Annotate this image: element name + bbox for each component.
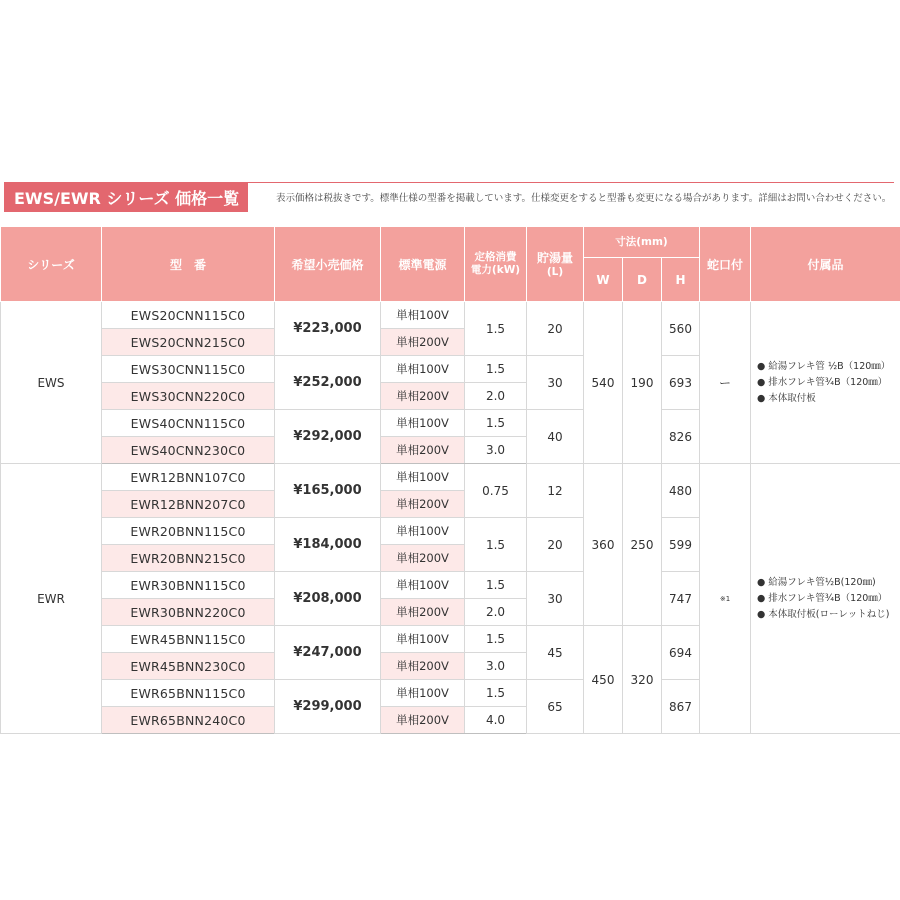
w-cell: 450: [584, 626, 623, 734]
kw-cell: 0.75: [465, 464, 527, 518]
w-cell: 360: [584, 464, 623, 626]
series-ews: EWS: [1, 302, 102, 464]
h-cell: 480: [662, 464, 700, 518]
h-cell: 560: [662, 302, 700, 356]
capacity-cell: 40: [527, 410, 584, 464]
price-cell: ¥299,000: [275, 680, 381, 734]
model-cell: EWR20BNN115C0: [102, 518, 275, 545]
table-row: [1, 464, 900, 491]
kw-cell: 1.5: [465, 680, 527, 707]
accessory-item: ● 本体取付板: [757, 392, 816, 404]
header-rated-power-line1: 定格消費: [474, 251, 517, 263]
accessory-item: ● 給湯フレキ管 ½B（120㎜）: [757, 360, 891, 372]
d-cell: 250: [623, 464, 662, 626]
model-cell: EWS30CNN115C0: [102, 356, 275, 383]
kw-cell: 1.5: [465, 410, 527, 437]
model-cell: EWR20BNN215C0: [102, 545, 275, 572]
accessories-ewr: [751, 464, 900, 734]
capacity-cell: 30: [527, 356, 584, 410]
header-series: シリーズ: [1, 227, 102, 302]
accessory-item: ● 給湯フレキ管½B(120㎜): [757, 576, 876, 588]
model-cell: EWR30BNN115C0: [102, 572, 275, 599]
power-cell: 単相200V: [381, 437, 465, 464]
kw-cell: 1.5: [465, 302, 527, 356]
kw-cell: 2.0: [465, 383, 527, 410]
header-h: H: [662, 258, 700, 302]
header-model: 型 番: [102, 227, 275, 302]
header-power-source: 標準電源: [381, 227, 465, 302]
power-cell: 単相100V: [381, 410, 465, 437]
power-cell: 単相100V: [381, 464, 465, 491]
series-ewr: EWR: [1, 464, 102, 734]
model-cell: EWS40CNN115C0: [102, 410, 275, 437]
header-d: D: [623, 258, 662, 302]
price-cell: ¥184,000: [275, 518, 381, 572]
kw-cell: 1.5: [465, 626, 527, 653]
accessory-item: ● 排水フレキ管¾B（120㎜）: [757, 376, 888, 388]
model-cell: EWR45BNN115C0: [102, 626, 275, 653]
kw-cell: 3.0: [465, 437, 527, 464]
kw-cell: 3.0: [465, 653, 527, 680]
price-cell: ¥165,000: [275, 464, 381, 518]
header-rated-power: [465, 227, 527, 302]
power-cell: 単相200V: [381, 545, 465, 572]
model-cell: EWS30CNN220C0: [102, 383, 275, 410]
price-table: [0, 226, 900, 734]
page-title: [4, 182, 248, 212]
capacity-cell: 30: [527, 572, 584, 626]
capacity-cell: 65: [527, 680, 584, 734]
header-accessories: 付属品: [751, 227, 900, 302]
kw-cell: 2.0: [465, 599, 527, 626]
power-cell: 単相100V: [381, 626, 465, 653]
header-rated-power-line2: 電力(kW): [470, 264, 521, 276]
header-price: 希望小売価格: [275, 227, 381, 302]
h-cell: 747: [662, 572, 700, 626]
accessory-item: ● 本体取付板(ローレットねじ): [757, 608, 890, 620]
header-faucet: 蛇口付: [700, 227, 751, 302]
model-cell: EWR45BNN230C0: [102, 653, 275, 680]
header-capacity: [527, 227, 584, 302]
accessories-ews: [751, 302, 900, 464]
model-cell: EWR30BNN220C0: [102, 599, 275, 626]
header-dimensions: 寸法(mm): [584, 227, 700, 258]
h-cell: 867: [662, 680, 700, 734]
power-cell: 単相100V: [381, 572, 465, 599]
model-cell: EWR12BNN207C0: [102, 491, 275, 518]
faucet-note: ※1: [700, 464, 751, 734]
power-cell: 単相200V: [381, 491, 465, 518]
power-cell: 単相200V: [381, 329, 465, 356]
header-w: W: [584, 258, 623, 302]
header-capacity-line2: (L): [546, 266, 564, 278]
power-cell: 単相200V: [381, 707, 465, 734]
model-cell: EWR65BNN240C0: [102, 707, 275, 734]
capacity-cell: 20: [527, 302, 584, 356]
capacity-cell: 12: [527, 464, 584, 518]
d-cell: 190: [623, 302, 662, 464]
w-cell: 540: [584, 302, 623, 464]
d-cell: 320: [623, 626, 662, 734]
kw-cell: 1.5: [465, 572, 527, 599]
page-title-text: EWS/EWR シリーズ 価格一覧: [14, 188, 240, 208]
price-cell: ¥292,000: [275, 410, 381, 464]
kw-cell: 4.0: [465, 707, 527, 734]
model-cell: EWS20CNN115C0: [102, 302, 275, 329]
title-divider: [248, 182, 894, 183]
price-notice: 表示価格は税抜きです。標準仕様の型番を掲載しています。仕様変更をすると型番も変更になる場合があります。詳細はお問い合わせください。: [276, 193, 892, 204]
capacity-cell: 45: [527, 626, 584, 680]
h-cell: 694: [662, 626, 700, 680]
accessory-item: ● 排水フレキ管¾B（120㎜）: [757, 592, 888, 604]
h-cell: 693: [662, 356, 700, 410]
price-cell: ¥208,000: [275, 572, 381, 626]
header-capacity-line1: 貯湯量: [536, 251, 573, 265]
model-cell: EWS40CNN230C0: [102, 437, 275, 464]
power-cell: 単相100V: [381, 302, 465, 329]
power-cell: 単相100V: [381, 680, 465, 707]
kw-cell: 1.5: [465, 518, 527, 572]
power-cell: 単相100V: [381, 356, 465, 383]
power-cell: 単相200V: [381, 599, 465, 626]
model-cell: EWS20CNN215C0: [102, 329, 275, 356]
price-cell: ¥252,000: [275, 356, 381, 410]
capacity-cell: 20: [527, 518, 584, 572]
power-cell: 単相200V: [381, 383, 465, 410]
h-cell: 826: [662, 410, 700, 464]
power-cell: 単相200V: [381, 653, 465, 680]
price-cell: ¥247,000: [275, 626, 381, 680]
model-cell: EWR65BNN115C0: [102, 680, 275, 707]
faucet-cell: ー: [700, 302, 751, 464]
h-cell: 599: [662, 518, 700, 572]
price-cell: ¥223,000: [275, 302, 381, 356]
table-row: [1, 302, 900, 329]
kw-cell: 1.5: [465, 356, 527, 383]
power-cell: 単相100V: [381, 518, 465, 545]
model-cell: EWR12BNN107C0: [102, 464, 275, 491]
